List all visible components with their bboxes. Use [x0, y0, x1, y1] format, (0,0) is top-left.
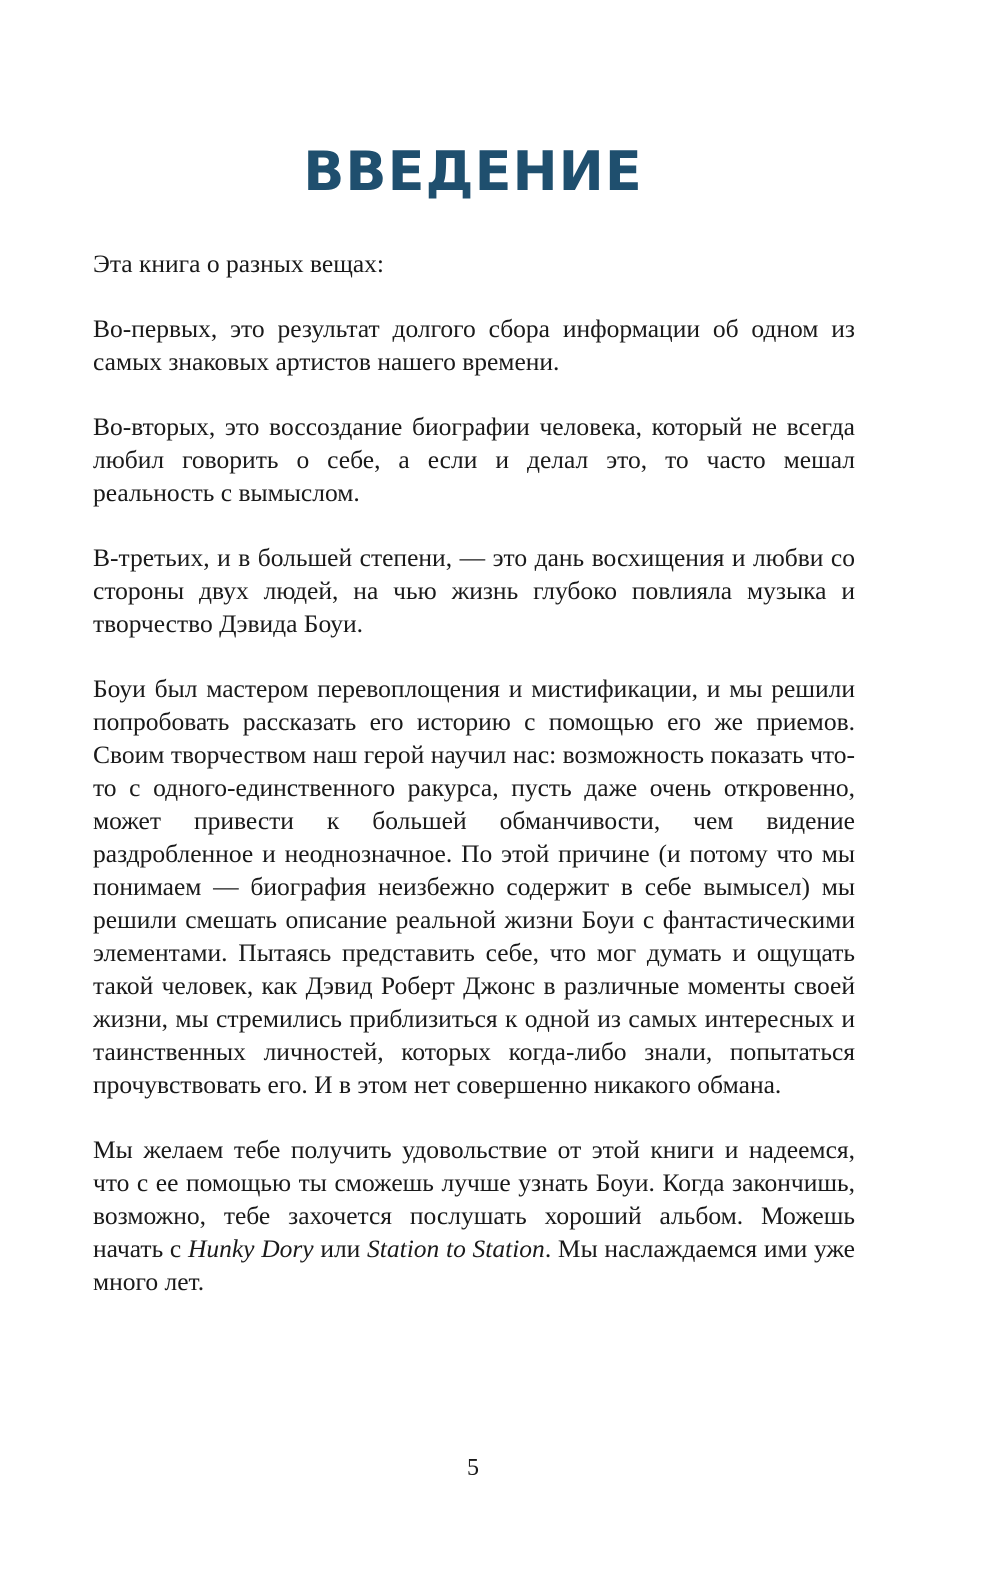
paragraph-intro: Эта книга о разных вещах:: [93, 249, 384, 278]
paragraph-first: Во-первых, это результат долгого сбора информации об одном из самых знаковых артистов нашего времени.: [93, 314, 855, 376]
album-title-station-to-station: Station to Station: [367, 1234, 545, 1263]
chapter-body: [93, 247, 855, 1330]
page-number: 5: [467, 1455, 479, 1481]
paragraph-third: В-третьих, и в большей степени, — это дань восхищения и любви со стороны двух людей, на чью жизнь глубоко повлияла музыка и творчество Дэвида Боуи.: [93, 543, 855, 638]
closing-text-part3: . Мы наслаждаемся ими уже много лет.: [93, 1234, 855, 1296]
paragraph-bowie-mastery: Боуи был мастером перевоплощения и мистификации, и мы решили попробовать рассказать его историю с помощью его же приемов. Своим творчеством наш герой научил нас: возможность показать что-то с одного-единственного ракурса, пусть даже очень откровенно, может привести к большей обманчивости, чем видение раздробленное и неоднозначное. По этой причине (и потому что мы понимаем — биография неизбежно содержит в себе вымысел) мы решили смешать описание реальной жизни Боуи с фантастическими элементами. Пытаясь представить себе, что мог думать и ощущать такой человек, как Дэвид Роберт Джонс в различные моменты своей жизни, мы стремились приблизиться к одной из самых интересных и таинственных личностей, которых когда-либо знали, попытаться прочувствовать его. И в этом нет совершенно никакого обмана.: [93, 674, 855, 1099]
album-title-hunky-dory: Hunky Dory: [187, 1234, 314, 1263]
closing-text-part1: Мы желаем тебе получить удовольствие от этой книги и надеемся, что с ее помощью ты сможешь лучше узнать Боуи. Когда закончишь, возможно, тебе захочется послушать хороший альбом. Можешь начать с: [93, 1135, 855, 1263]
paragraph-closing: [93, 1133, 855, 1298]
closing-text-part2: или: [313, 1234, 368, 1263]
chapter-title: ВВЕДЕНИЕ: [303, 140, 643, 203]
paragraph-second: Во-вторых, это воссоздание биографии человека, который не всегда любил говорить о себе, а если и делал это, то часто мешал реальность с вымыслом.: [93, 412, 855, 507]
